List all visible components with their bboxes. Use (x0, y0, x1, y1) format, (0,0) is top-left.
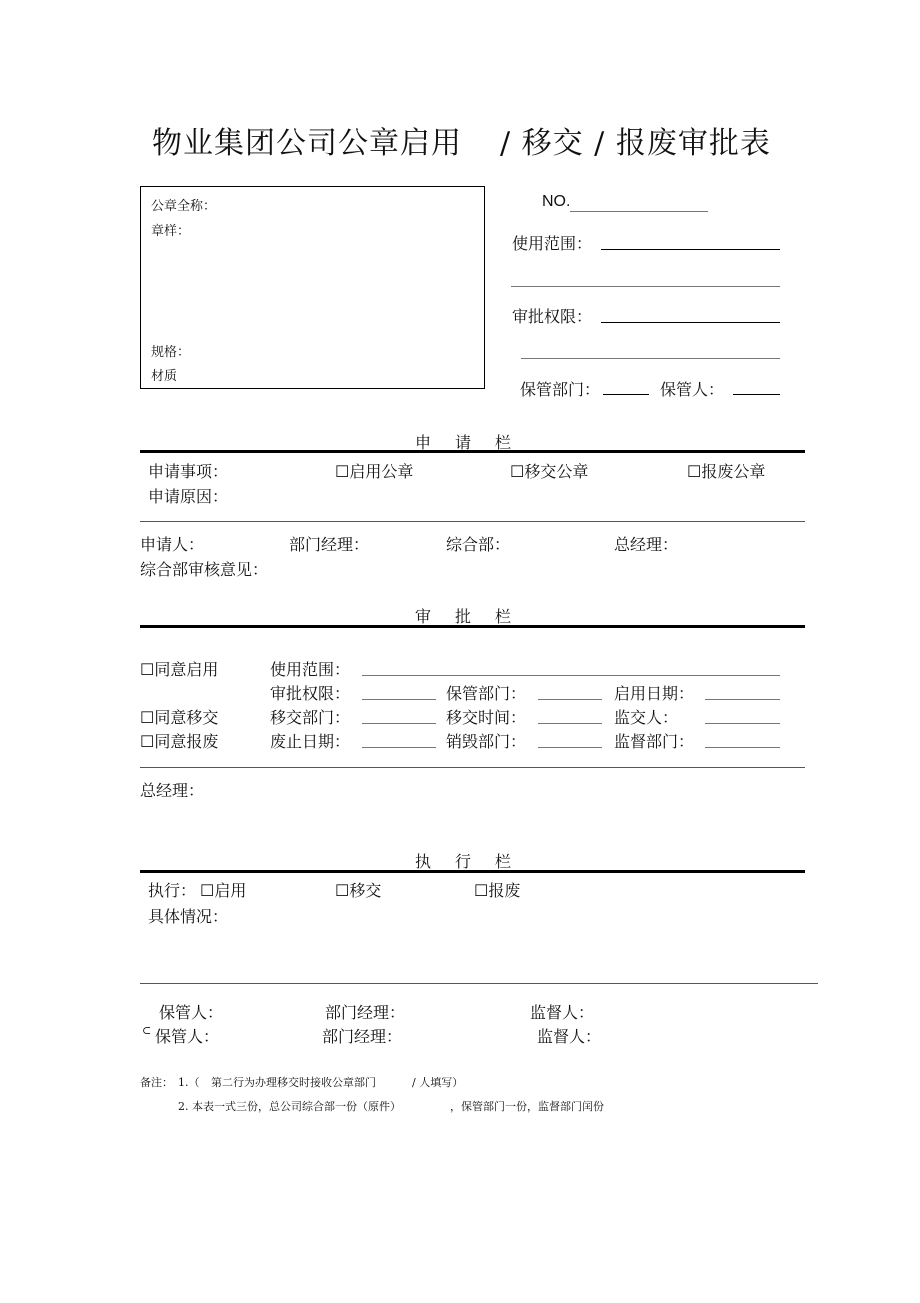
review-opinion-label: 综合部审核意见： (140, 560, 269, 579)
agree-enable-checkbox[interactable]: ☐同意启用 (140, 660, 219, 679)
exec-enable-checkbox[interactable]: ☐启用 (200, 881, 247, 900)
supervise-dept-field[interactable] (705, 747, 780, 748)
general-manager-label: 总经理： (614, 535, 679, 554)
approval-custody-dept-field[interactable] (538, 699, 602, 700)
application-rule (140, 450, 805, 453)
seal-spec-label: 规格： (151, 345, 191, 360)
seal-sample-box (140, 186, 485, 389)
execution-section-title: 执行栏 (415, 852, 536, 871)
note2-tail: ，保管部门一份，监督部门闰份 (450, 1100, 604, 1113)
transfer-time-field[interactable] (538, 723, 602, 724)
approval-authority-field[interactable] (362, 699, 436, 700)
transfer-dept-label: 移交部门： (270, 708, 351, 727)
opt-scrap-seal-checkbox[interactable]: ☐报废公章 (687, 462, 766, 481)
custody-dept-field[interactable] (603, 394, 649, 395)
agree-scrap-checkbox[interactable]: ☐同意报废 (140, 732, 219, 751)
execution-rule (140, 870, 805, 873)
form-title (152, 118, 771, 162)
execution-divider (140, 983, 818, 984)
no-label: NO. (542, 193, 571, 210)
seal-material-label: 材质 (151, 369, 178, 384)
opt-enable-seal-checkbox[interactable]: ☐启用公章 (335, 462, 414, 481)
notes-label: 备注： (140, 1076, 173, 1089)
approval-section-title: 审批栏 (415, 607, 536, 626)
agree-transfer-checkbox[interactable]: ☐同意移交 (140, 708, 219, 727)
handover-person-field[interactable] (705, 723, 780, 724)
reason-label: 申请原因： (148, 487, 229, 506)
seal-sample-label: 章样： (151, 224, 191, 239)
authority-field-line2[interactable] (521, 358, 780, 359)
scope-field[interactable] (601, 249, 780, 250)
approval-rule (140, 625, 805, 628)
receiver-dept-manager-label: 部门经理： (322, 1027, 403, 1046)
scope-label: 使用范围： (512, 234, 593, 253)
exec-supervisor-label: 监督人： (530, 1003, 595, 1022)
application-divider (140, 521, 805, 522)
destroy-dept-label: 销毁部门： (446, 732, 527, 751)
receiver-supervisor-label: 监督人： (537, 1027, 602, 1046)
approval-general-manager-label: 总经理： (140, 781, 205, 800)
note1-tail: / 人填写） (412, 1076, 464, 1089)
destroy-dept-field[interactable] (538, 747, 602, 748)
exec-transfer-checkbox[interactable]: ☐移交 (335, 881, 382, 900)
transfer-time-label: 移交时间： (446, 708, 527, 727)
supervise-dept-label: 监督部门： (614, 732, 695, 751)
note1-text: 第二行为办理移交时接收公章部门 (211, 1076, 376, 1089)
no-field[interactable] (570, 211, 708, 212)
exec-label: 执行： (148, 881, 197, 900)
enable-date-field[interactable] (705, 699, 780, 700)
seal-full-name-label: 公章全称： (151, 199, 217, 214)
receiver-mark-icon: ⊂ (142, 1024, 152, 1037)
approval-authority-label: 审批权限： (270, 684, 351, 703)
approval-scope-field[interactable] (362, 675, 780, 676)
general-dept-label: 综合部： (446, 535, 511, 554)
transfer-dept-field[interactable] (362, 723, 436, 724)
enable-date-label: 启用日期： (614, 684, 695, 703)
applicant-label: 申请人： (140, 535, 205, 554)
handover-person-label: 监交人： (614, 708, 679, 727)
approval-scope-label: 使用范围： (270, 660, 351, 679)
title-part2: / 移交 / 报废审批表 (500, 126, 771, 161)
exec-details-label: 具体情况： (148, 907, 229, 926)
opt-transfer-seal-checkbox[interactable]: ☐移交公章 (510, 462, 589, 481)
authority-field[interactable] (601, 322, 780, 323)
approval-custody-dept-label: 保管部门： (446, 684, 527, 703)
receiver-custodian-label: 保管人： (155, 1027, 220, 1046)
scope-field-line2[interactable] (511, 286, 780, 287)
custodian-label: 保管人： (660, 380, 725, 399)
exec-custodian-label: 保管人： (159, 1003, 224, 1022)
authority-label: 审批权限： (512, 307, 593, 326)
application-section-title: 申请栏 (415, 433, 536, 452)
dept-manager-label: 部门经理： (289, 535, 370, 554)
exec-dept-manager-label: 部门经理： (325, 1003, 406, 1022)
exec-scrap-checkbox[interactable]: ☐报废 (474, 881, 521, 900)
abolish-date-label: 废止日期： (270, 732, 351, 751)
matter-label: 申请事项： (148, 462, 229, 481)
note1-number: 1.（ (178, 1076, 200, 1089)
title-part1: 物业集团公司公章启用 (152, 126, 462, 161)
approval-divider (140, 767, 805, 768)
custodian-field[interactable] (733, 394, 780, 395)
note2-text: 2. 本表一式三份，总公司综合部一份（原件） (178, 1100, 401, 1113)
custody-dept-label: 保管部门： (520, 380, 601, 399)
abolish-date-field[interactable] (362, 747, 436, 748)
